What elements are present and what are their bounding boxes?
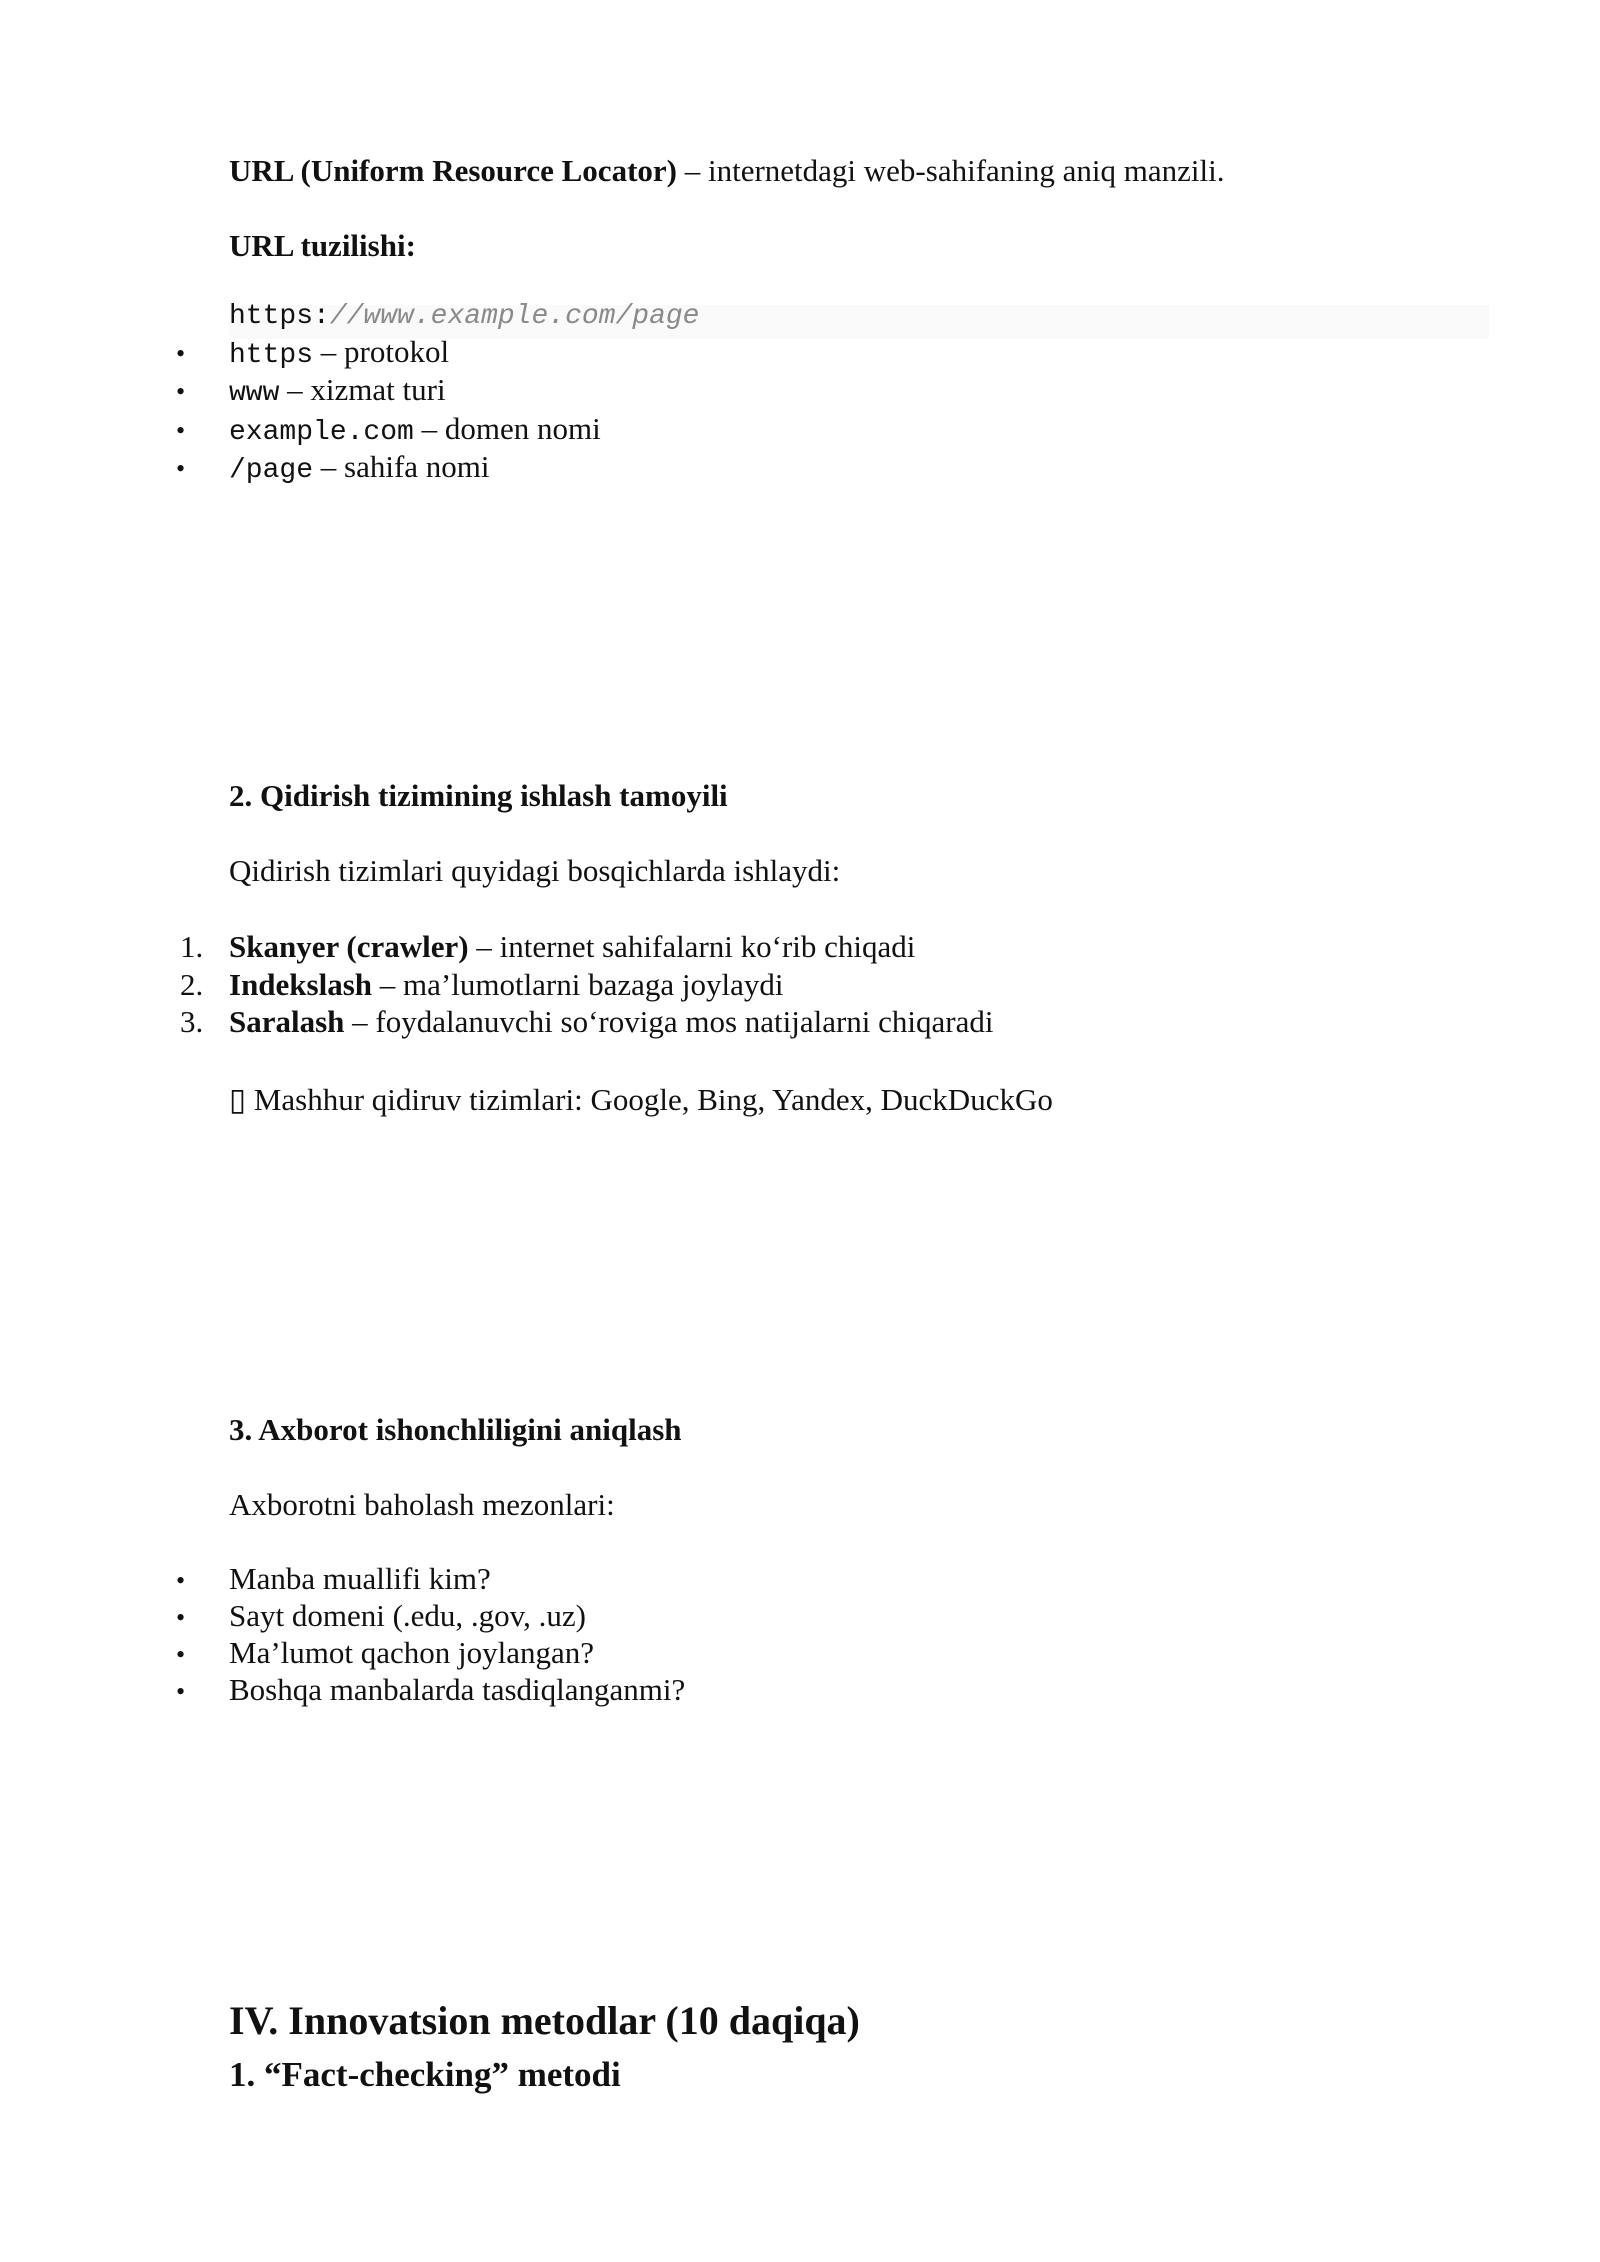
url-structure-heading: URL tuzilishi: [229, 228, 416, 263]
bullet: • [176, 377, 186, 406]
search-engines-note [229, 1081, 1053, 1119]
bullet: • [176, 416, 186, 445]
url-part-code: example.com [229, 417, 414, 448]
bullet: • [176, 1603, 186, 1632]
list-item [229, 928, 915, 966]
url-definition [229, 152, 1224, 190]
step-term: Saralash [229, 1004, 345, 1039]
step-number: 3. [180, 1004, 204, 1039]
bullet: • [176, 454, 186, 483]
step-term: Indekslash [229, 967, 373, 1002]
url-part-desc: – sahifa nomi [313, 449, 490, 484]
search-engines-note-text: Mashhur qidiruv tizimlari: Google, Bing, Yandex, DuckDuckGo [246, 1082, 1053, 1117]
url-part-code: www [229, 378, 280, 409]
missing-glyph-icon: ▯ [229, 1082, 247, 1117]
section-3-heading: 3. Axborot ishonchliligini aniqlash [229, 1412, 682, 1447]
list-item: Manba muallifi kim? [229, 1561, 491, 1596]
step-desc: – foydalanuvchi so‘roviga mos natijalarni chiqaradi [344, 1004, 994, 1039]
url-part-desc: – xizmat turi [279, 372, 446, 407]
url-part-desc: – domen nomi [413, 411, 601, 446]
list-item: Boshqa manbalarda tasdiqlanganmi? [229, 1672, 686, 1707]
url-code-rest: //www.example.com/page [329, 301, 700, 332]
section-4-heading: IV. Innovatsion metodlar (10 daqiqa) [229, 1998, 860, 2043]
step-term: Skanyer (crawler) [229, 929, 469, 964]
section-3-intro: Axborotni baholash mezonlari: [229, 1487, 615, 1522]
section-2-heading: 2. Qidirish tizimining ishlash tamoyili [229, 778, 728, 813]
step-number: 2. [180, 967, 204, 1002]
bullet: • [176, 339, 186, 368]
url-term: URL (Uniform Resource Locator) [229, 153, 677, 188]
list-item: Sayt domeni (.edu, .gov, .uz) [229, 1598, 586, 1633]
list-item [229, 966, 784, 1004]
url-part-code: https [229, 340, 314, 371]
list-item: Ma’lumot qachon joylangan? [229, 1635, 595, 1670]
url-part-desc: – protokol [313, 334, 450, 369]
bullet: • [176, 1640, 186, 1669]
bullet: • [176, 1677, 186, 1706]
list-item [229, 410, 601, 452]
url-code-scheme: https: [229, 301, 330, 332]
section-4-subheading: 1. “Fact-checking” metodi [229, 2055, 621, 2094]
url-part-code: /page [229, 455, 314, 486]
step-desc: – internet sahifalarni ko‘rib chiqadi [468, 929, 916, 964]
bullet: • [176, 1566, 186, 1595]
step-number: 1. [180, 929, 204, 964]
url-definition-text: – internetdagi web-sahifaning aniq manzili. [676, 153, 1225, 188]
list-item [229, 1003, 994, 1041]
url-code-example [229, 298, 700, 336]
list-item [229, 448, 490, 490]
step-desc: – ma’lumotlarni bazaga joylaydi [372, 967, 784, 1002]
section-2-intro: Qidirish tizimlari quyidagi bosqichlarda ishlaydi: [229, 853, 841, 888]
list-item [229, 333, 449, 375]
list-item [229, 371, 446, 413]
